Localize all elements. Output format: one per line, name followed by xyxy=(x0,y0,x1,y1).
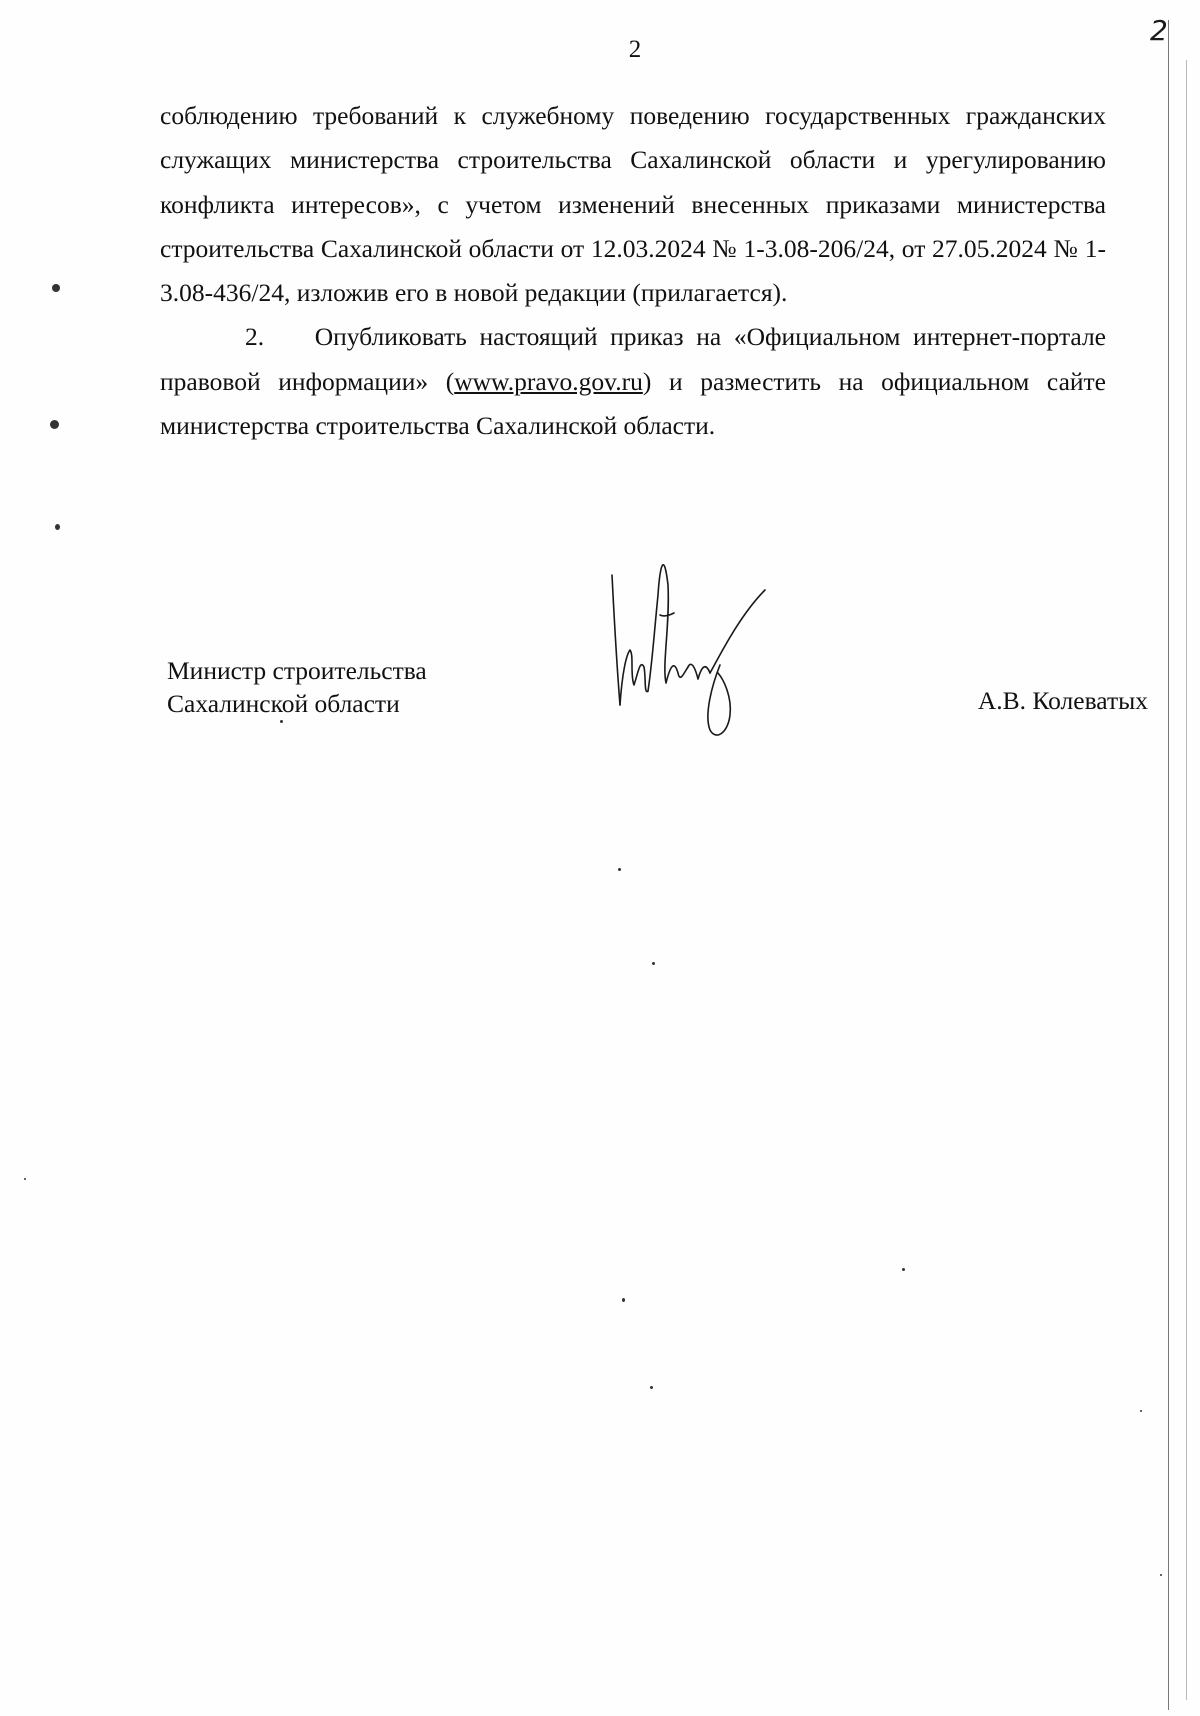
scan-speck xyxy=(618,868,621,871)
scan-speck xyxy=(1140,1410,1142,1412)
position-line-1: Министр строительства xyxy=(167,656,427,685)
scan-speck xyxy=(1160,1574,1162,1576)
paragraph-2-text-end: ) и разместить на официальном сайте министерства строительства Сахалинской области. xyxy=(160,366,1106,441)
scan-edge-line xyxy=(1168,20,1169,1710)
paragraph-1: соблюдению требований к служебному поведению государственных гражданских служащих министерства строительства Сахалинской области и урегулированию конфликта интересов», с учетом изменений внесенных приказами министерства строительства Сахалинской области от 12.03.2024 № 1-3.08-206/24, от 27.05.2024 № 1-3.08-436/24, изложив его в новой редакции (прилагается). xyxy=(160,101,1106,308)
scan-speck xyxy=(50,420,59,429)
scan-speck xyxy=(55,524,60,530)
paragraph-2 xyxy=(160,315,1106,448)
scan-speck xyxy=(902,1268,905,1271)
scan-speck xyxy=(622,1298,625,1302)
handwritten-page-mark: 2 xyxy=(1150,14,1168,47)
scan-speck xyxy=(52,284,60,292)
pravo-gov-link[interactable]: www.pravo.gov.ru xyxy=(454,366,643,396)
page-number: 2 xyxy=(628,36,642,63)
signer-name: А.В. Колеватых xyxy=(977,686,1148,715)
position-line-2: Сахалинской области xyxy=(167,689,400,718)
scan-speck xyxy=(652,962,655,965)
scan-speck xyxy=(650,1386,653,1389)
scan-edge-line xyxy=(1186,60,1187,1700)
scan-speck xyxy=(24,1178,26,1180)
scan-speck xyxy=(280,720,283,723)
signatory-position xyxy=(167,654,427,720)
paragraph-2-text: Опубликовать настоящий приказ на «Официальном интернет-портале правовой информации» ( xyxy=(160,322,1106,396)
paragraph-2-number: 2. xyxy=(245,322,265,352)
handwritten-signature xyxy=(600,555,800,745)
document-body xyxy=(160,94,1106,448)
